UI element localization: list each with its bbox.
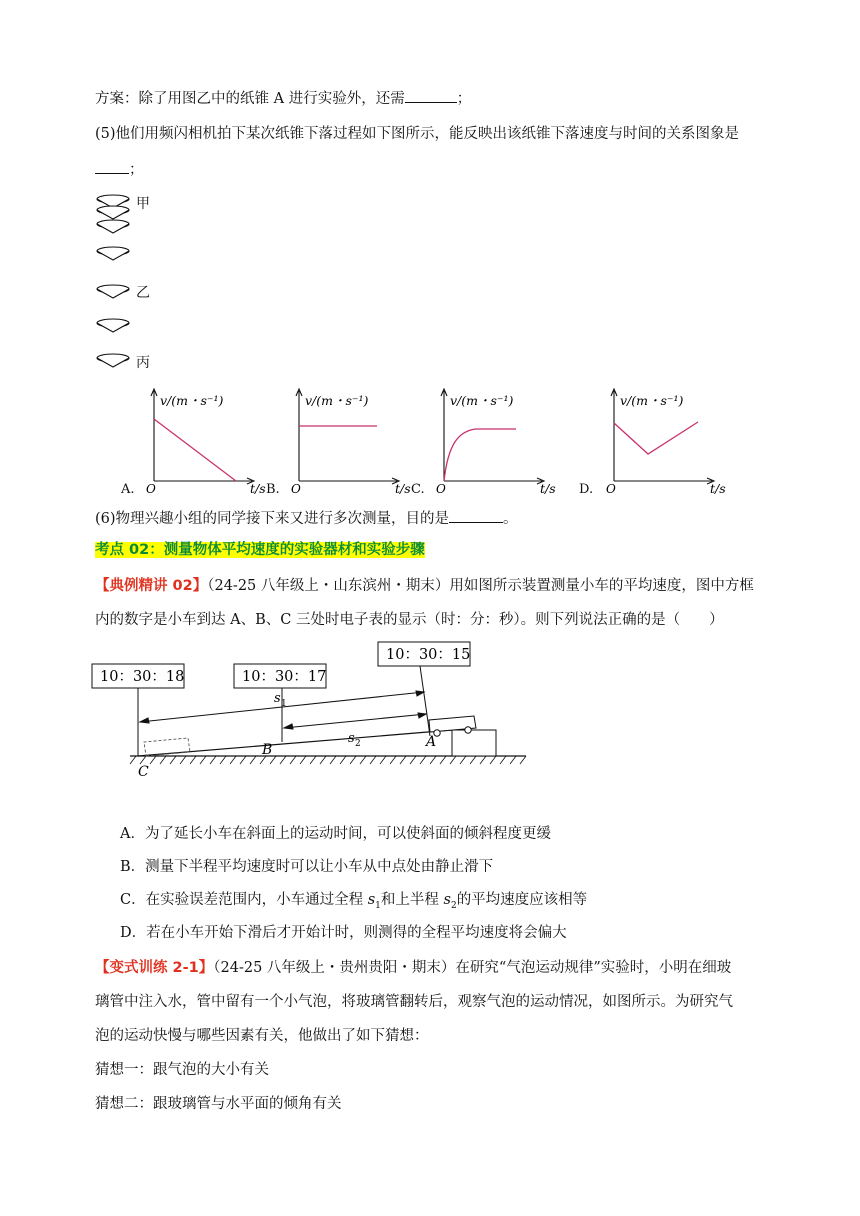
q6-line	[95, 508, 518, 529]
x-axis-label: t/s	[395, 481, 411, 495]
option-b-label: B.	[266, 482, 280, 497]
variant-text: （24-25 八年级上・贵州贵阳・期末）在研究“气泡运动规律”实验时，小明在细玻	[213, 960, 732, 976]
origin-label: O	[606, 482, 616, 495]
choice-c-mid: 和上半程	[380, 892, 444, 908]
incline-surface	[138, 730, 452, 756]
point-c-label: C	[138, 764, 149, 780]
x-axis-label: t/s	[540, 481, 556, 495]
option-c-label: C.	[411, 482, 425, 497]
cone-icon	[97, 354, 129, 367]
y-axis-label: v/(m・s⁻¹)	[305, 393, 369, 408]
topic-heading	[95, 540, 425, 560]
example-line-2	[95, 610, 724, 630]
graph-d-curve	[614, 422, 698, 454]
graph-d	[600, 385, 730, 495]
cone-icon	[97, 206, 129, 219]
choice-c-s2: s	[443, 892, 451, 908]
choice-a: A．为了延长小车在斜面上的运动时间，可以使斜面的倾斜程度更缓	[120, 826, 551, 842]
origin-label: O	[291, 482, 301, 495]
cone-label-bing: 丙	[136, 355, 150, 371]
graph-b	[285, 385, 415, 495]
variant-line-1	[95, 958, 731, 978]
choice-c-pre: C．在实验误差范围内，小车通过全程	[120, 892, 368, 908]
point-b-label: B	[262, 742, 273, 758]
q5-line	[95, 124, 739, 144]
y-axis-label: v/(m・s⁻¹)	[450, 393, 514, 408]
q5-end: ；	[129, 162, 144, 178]
choice-d: D．若在小车开始下滑后才开始计时，则测得的全程平均速度将会偏大	[120, 925, 567, 941]
option-a-label: A.	[121, 482, 135, 497]
incline-figure	[90, 640, 530, 780]
cone-icon	[97, 220, 129, 233]
cone-label-jia: 甲	[136, 196, 150, 212]
q5-line-2	[95, 159, 144, 180]
origin-label: O	[146, 482, 156, 495]
x-axis-label: t/s	[250, 481, 266, 495]
falling-cones-figure	[90, 190, 140, 380]
graph-c-curve	[444, 429, 516, 481]
cone-label-yi: 乙	[136, 285, 150, 301]
guess-one: 猜想一：跟气泡的大小有关	[95, 1062, 269, 1078]
q4-text: 方案：除了用图乙中的纸锥 A 进行实验外，还需	[95, 91, 405, 107]
graph-a	[140, 385, 270, 495]
s2-label: s	[348, 731, 355, 746]
choice-c-s2-sub: 2	[450, 900, 457, 911]
cone-icon	[97, 319, 129, 332]
choice-b: B．测量下半程平均速度时可以让小车从中点处由静止滑下	[120, 859, 494, 875]
x-axis-label: t/s	[710, 481, 726, 495]
s1-label: s	[274, 691, 281, 706]
timer-b-text: 10：30：17	[242, 669, 327, 685]
example-text-2: 内的数字是小车到达 A、B、C 三处时电子表的显示（时：分：秒）。则下列说法正确的是（ ）	[95, 612, 724, 628]
timer-c-text: 10：30：18	[100, 669, 185, 685]
example-text: （24-25 八年级上・山东滨州・期末）用如图所示装置测量小车的平均速度，图中方框	[207, 578, 754, 594]
s2-arrow	[284, 713, 426, 729]
graph-a-curve	[154, 419, 236, 481]
topic-heading-text: 考点 02：测量物体平均速度的实验器材和实验步骤	[95, 542, 425, 558]
q6-end: 。	[503, 511, 518, 527]
cone-icon	[97, 285, 129, 298]
variant-line-3: 泡的运动快慢与哪些因素有关，他做出了如下猜想：	[95, 1028, 429, 1044]
guess-two: 猜想二：跟玻璃管与水平面的倾角有关	[95, 1096, 342, 1112]
y-axis-label: v/(m・s⁻¹)	[160, 393, 224, 408]
cone-icon	[97, 247, 129, 260]
choice-c-post: 的平均速度应该相等	[456, 892, 588, 908]
choice-c-s1-sub: 1	[375, 900, 381, 911]
choice-c	[120, 890, 587, 916]
s2-subscript: 2	[355, 739, 361, 749]
support-block	[452, 730, 496, 756]
q4-end: ；	[456, 91, 472, 107]
variant-line-2: 璃管中注入水，管中留有一个小气泡，将玻璃管翻转后，观察气泡的运动情况，如图所示。为研究气	[95, 994, 733, 1010]
timer-a-text: 10：30：15	[386, 647, 471, 663]
s1-subscript: 1	[281, 699, 287, 709]
answer-blank	[405, 88, 457, 103]
choice-c-s1: s	[367, 892, 376, 908]
answer-blank	[449, 508, 503, 523]
origin-label: O	[436, 482, 446, 495]
answer-blank	[95, 159, 129, 174]
q4-line	[95, 88, 471, 109]
q5-text: (5)他们用频闪相机拍下某次纸锥下落过程如下图所示，能反映出该纸锥下落速度与时间的关系图象是	[95, 126, 740, 142]
variant-tag: 【变式训练 2-1】	[95, 960, 214, 976]
y-axis-label: v/(m・s⁻¹)	[620, 393, 684, 408]
example-tag: 【典例精讲 02】	[95, 578, 208, 594]
point-a-label: A	[426, 734, 437, 750]
graph-c	[430, 385, 560, 495]
option-d-label: D.	[579, 482, 594, 497]
q6-text: (6)物理兴趣小组的同学接下来又进行多次测量，目的是	[95, 511, 450, 527]
ground-hatching	[130, 756, 526, 764]
example-line-1	[95, 576, 754, 596]
